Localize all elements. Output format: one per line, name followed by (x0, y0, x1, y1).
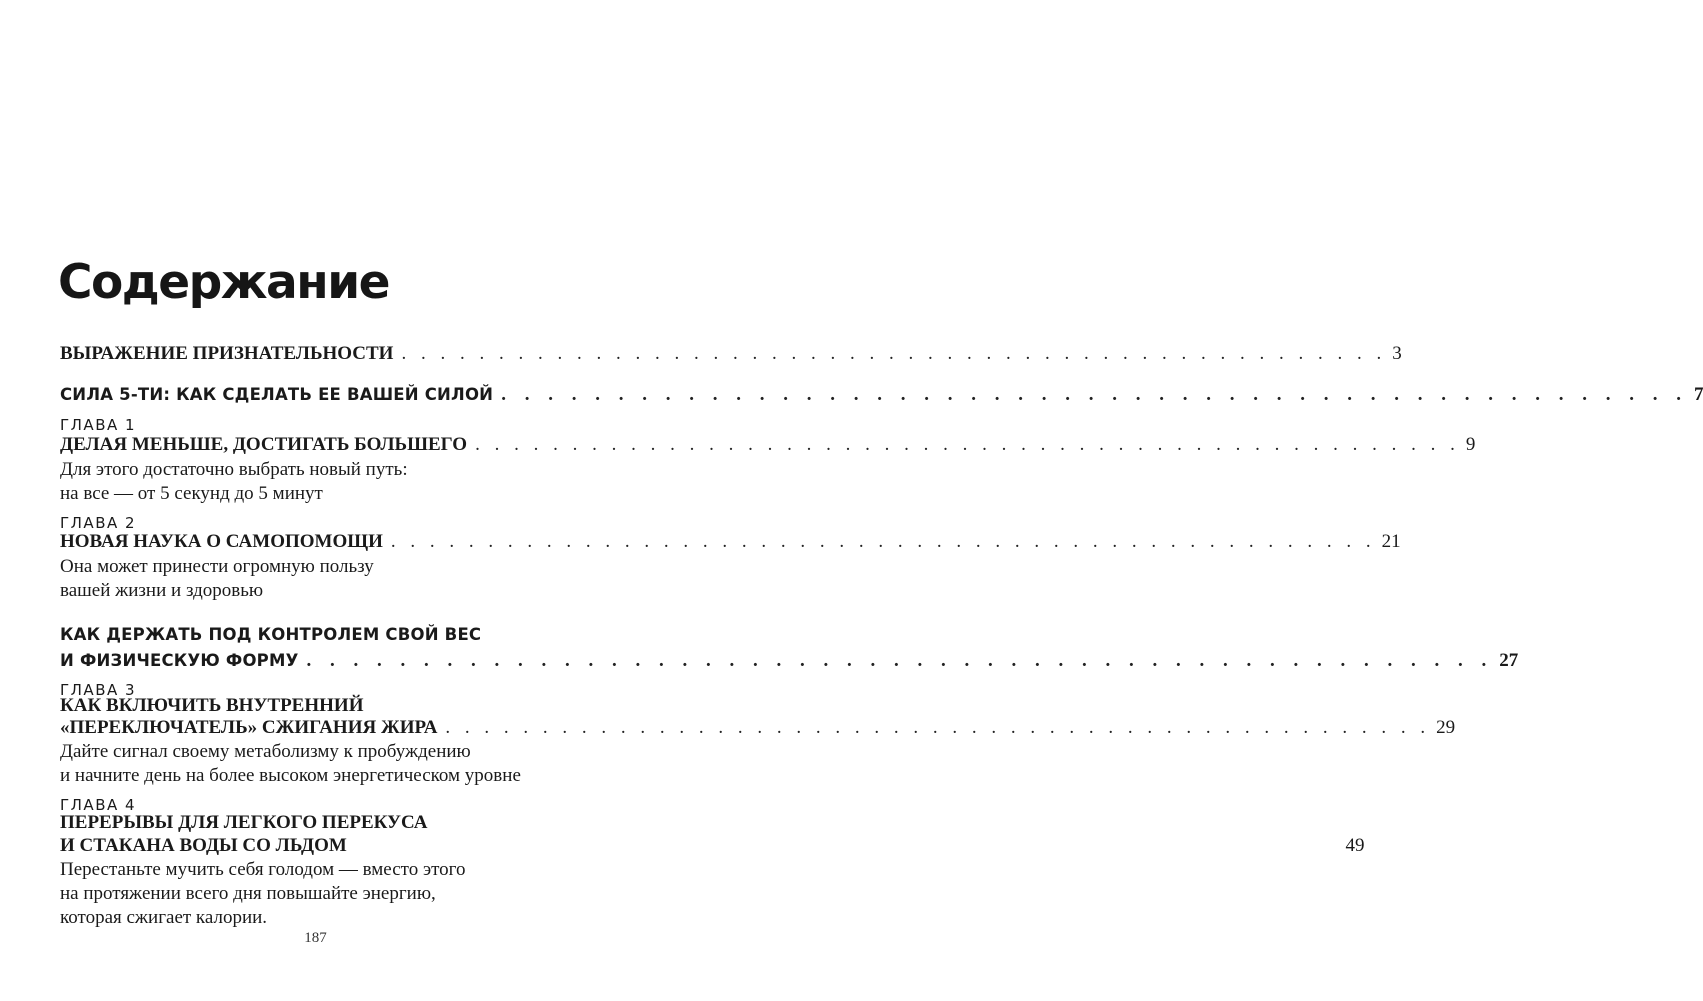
page-number: 27 (1499, 650, 1519, 671)
chapter-description: на протяжении всего дня повышайте энергию, (60, 883, 436, 904)
chapter-description: и начните день на более высоком энергетическом уровне (60, 765, 521, 786)
dot-leader: . . . . . . . . . . . . . . . . . . . . . . . . . . . . . . . . . . . . . . . . . . . . . . . . . . . (501, 384, 1688, 405)
chapter-title: ДЕЛАЯ МЕНЬШЕ, ДОСТИГАТЬ БОЛЬШЕГО (60, 434, 468, 455)
chapter-label: ГЛАВА 2 (60, 514, 137, 532)
page-title: Содержание (58, 255, 390, 310)
page-number: 7 (1693, 384, 1703, 405)
chapter-description: Она может принести огромную пользу (60, 556, 374, 577)
part-title: И ФИЗИЧЕСКУЮ ФОРМУ (60, 651, 299, 670)
toc-entry-acknowledgments[interactable] (60, 343, 1402, 365)
toc-entry-chapter-3[interactable] (60, 717, 1456, 739)
dot-leader: . . . . . . . . . . . . . . . . . . . . . . . . . . . . . . . . . . . . . . . . . . . . . . . . . . . (445, 717, 1431, 738)
toc-entry-chapter-2[interactable] (60, 531, 1401, 553)
dot-leader: . . . . . . . . . . . . . . . . . . . . . . . . . . . . . . . . . . . . . . . . . . . . . . . . . . . (475, 434, 1460, 455)
part-title: КАК ДЕРЖАТЬ ПОД КОНТРОЛЕМ СВОЙ ВЕС (60, 625, 482, 644)
toc-part-1[interactable] (60, 384, 1703, 406)
chapter-description: Для этого достаточно выбрать новый путь: (60, 459, 408, 480)
page-number: 29 (1436, 717, 1456, 738)
chapter-title: НОВАЯ НАУКА О САМОПОМОЩИ (60, 531, 383, 552)
chapter-description: которая сжигает калории. (60, 907, 268, 928)
chapter-title: И СТАКАНА ВОДЫ СО ЛЬДОМ (60, 835, 347, 856)
chapter-label: ГЛАВА 3 (60, 681, 137, 699)
chapter-description: на все — от 5 секунд до 5 минут (60, 483, 323, 504)
page-folio: 187 (304, 930, 327, 946)
page-number: 3 (1392, 343, 1402, 364)
page-number: 49 (1345, 835, 1365, 856)
dot-leader: . . . . . . . . . . . . . . . . . . . . . . . . . . . . . . . . . . . . . . . . . . . . . . . . . . . (390, 531, 1376, 552)
chapter-description: вашей жизни и здоровью (60, 580, 264, 601)
part-title: СИЛА 5-ТИ: КАК СДЕЛАТЬ ЕЕ ВАШЕЙ СИЛОЙ (60, 385, 494, 404)
toc-entry-title: ВЫРАЖЕНИЕ ПРИЗНАТЕЛЬНОСТИ (60, 343, 394, 364)
toc-entry-chapter-1[interactable] (60, 434, 1476, 456)
chapter-label: ГЛАВА 4 (60, 796, 137, 814)
chapter-title: «ПЕРЕКЛЮЧАТЕЛЬ» СЖИГАНИЯ ЖИРА (60, 717, 438, 738)
chapter-title: КАК ВКЛЮЧИТЬ ВНУТРЕННИЙ (60, 695, 364, 716)
page-number: 21 (1381, 531, 1401, 552)
chapter-description: Дайте сигнал своему метаболизму к пробуждению (60, 741, 471, 762)
dot-leader: . . . . . . . . . . . . . . . . . . . . . . . . . . . . . . . . . . . . . . . . . . . . . . . . . . . (401, 343, 1387, 364)
toc-part-2[interactable] (60, 650, 1519, 672)
page-number: 9 (1465, 434, 1476, 455)
dot-leader: . . . . . . . . . . . . . . . . . . . . . . . . . . . . . . . . . . . . . . . . . . . . . . . . . . . (306, 650, 1494, 671)
chapter-description: Перестаньте мучить себя голодом — вместо этого (60, 859, 466, 880)
toc-entry-chapter-4[interactable] (60, 835, 1365, 857)
chapter-title: ПЕРЕРЫВЫ ДЛЯ ЛЕГКОГО ПЕРЕКУСА (60, 812, 428, 833)
chapter-label: ГЛАВА 1 (60, 416, 137, 434)
